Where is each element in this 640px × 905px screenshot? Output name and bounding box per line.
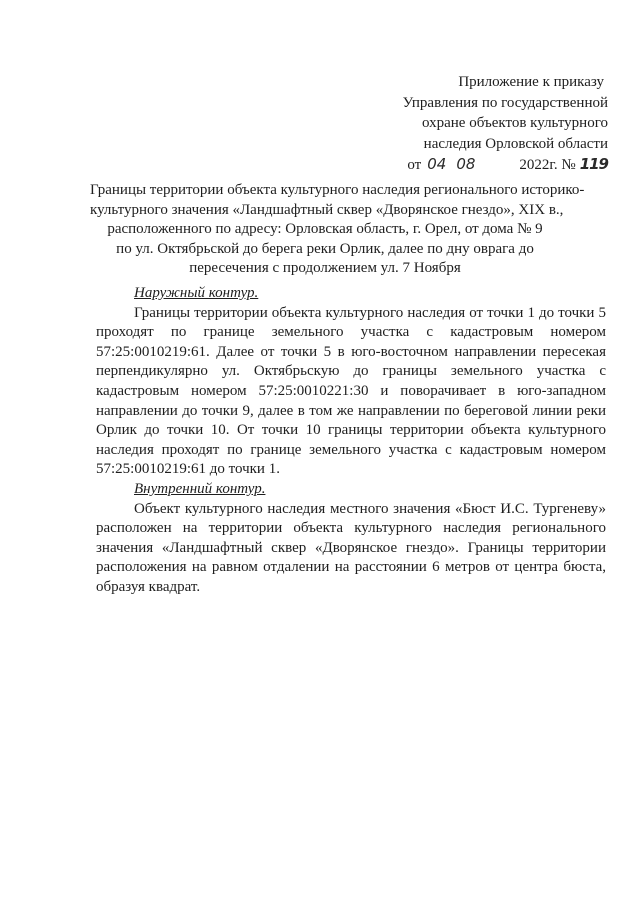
handwritten-order-number: 119: [579, 155, 608, 173]
date-prefix: от: [407, 157, 422, 173]
document-body: [96, 284, 606, 598]
date-year: 2022г. №: [519, 157, 576, 173]
inner-contour-heading: Внутренний контур.: [134, 480, 266, 497]
title-line-2: культурного значения «Ландшафтный сквер «Дворянское гнездо», XIX в.,: [90, 201, 564, 218]
outer-contour-heading: Наружный контур.: [134, 285, 259, 301]
title-line-4: по ул. Октябрьской до берега реки Орлик, далее по дну оврага до: [116, 240, 534, 257]
handwritten-month: 08: [456, 155, 476, 173]
handwritten-day: 04: [427, 155, 447, 173]
appendix-line-3: охране объектов культурного: [421, 115, 608, 131]
title-line-3: расположенного по адресу: Орловская область, г. Орел, от дома № 9: [107, 221, 543, 237]
appendix-line-2: Управления по государственной: [402, 94, 608, 111]
title-line-5: пересечения с продолжением ул. 7 Ноября: [189, 260, 461, 276]
order-date-line: [378, 154, 608, 176]
appendix-header: [378, 72, 608, 176]
appendix-line-1: Приложение к приказу: [458, 74, 604, 90]
outer-contour-paragraph: Границы территории объекта культурного наследия от точки 1 до точки 5 проходят по границе земельного участка с кадастровым номером 57:25:0010219:61. Далее от точки 5 в юго-восточном направлении пересекая перпендикулярно ул. Октябрьскую до границы земельного участка с кадастровым номером 57:25:0010221:30 и поворачивает в юго-западном направлении до точки 9, далее в том же направлении по береговой линии реки Орлик до точки 10. От точки 10 границы территории объекта культурного наследия проходят по границе земельного участка с кадастровым номером 57:25:0010219:61 до точки 1.: [96, 304, 606, 478]
title-line-1: Границы территории объекта культурного наследия регионального историко-: [90, 182, 585, 198]
inner-contour-paragraph: Объект культурного наследия местного значения «Бюст И.С. Тургеневу» расположен на территории объекта культурного наследия регионального значения «Ландшафтный сквер «Дворянское гнездо». Границы территории расположения на равном отдалении на расстоянии 6 метров от центра бюста, образуя квадрат.: [96, 500, 606, 595]
appendix-line-4: наследия Орловской области: [423, 135, 608, 152]
document-title: [90, 181, 585, 279]
